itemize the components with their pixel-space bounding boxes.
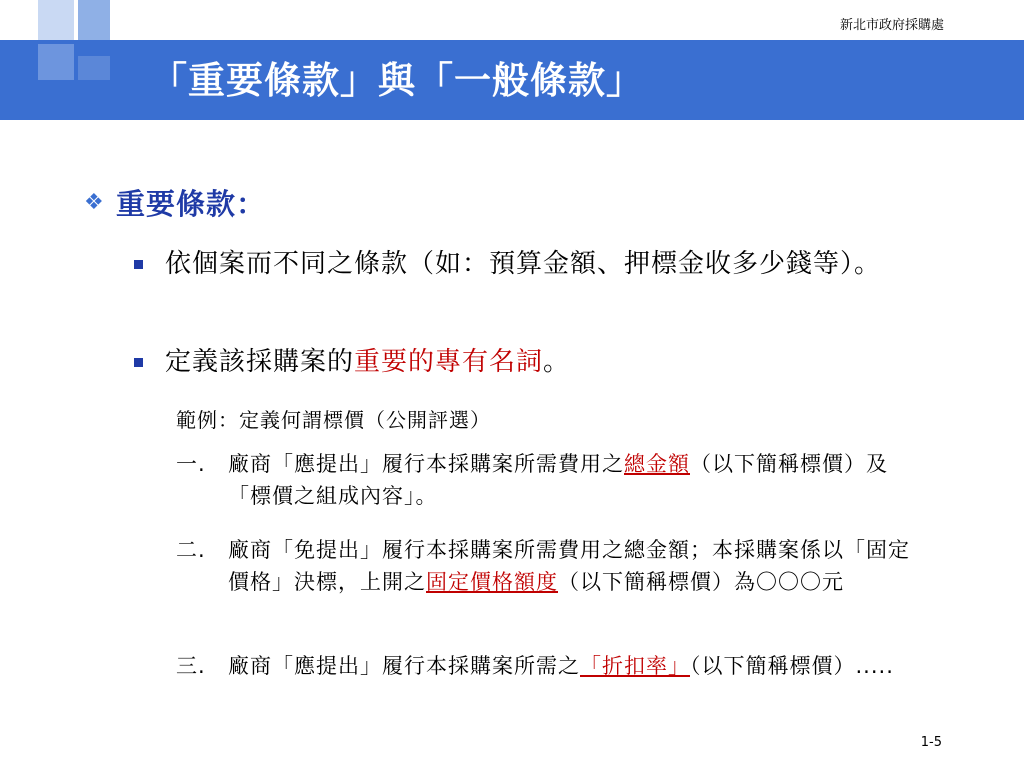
organization-name: 新北市政府採購處 — [839, 18, 944, 33]
item-text-post: （以下簡稱標價）及「標價之組成內容」。 — [228, 452, 888, 508]
square-bullet-icon — [134, 260, 143, 269]
list-item — [176, 534, 918, 598]
slide-title: 「重要條款」與「一般條款」 — [150, 59, 644, 102]
bullet-text-pre: 定義該採購案的 — [165, 347, 355, 377]
item-highlight: 「折扣率」 — [580, 654, 690, 678]
item-body — [228, 534, 918, 598]
bullet-text-post: 。 — [543, 347, 571, 377]
item-text-post: （以下簡稱標價）..... — [690, 654, 894, 678]
section-heading-text: 重要條款： — [116, 187, 267, 221]
page-number: 1-5 — [920, 735, 942, 750]
decor-square — [38, 44, 74, 80]
item-number: 三. — [176, 654, 206, 678]
bullet-item — [134, 246, 925, 282]
example-label: 範例：定義何謂標價（公開評選） — [176, 408, 491, 432]
item-highlight: 總金額 — [624, 452, 690, 476]
item-text-pre: 廠商「應提出」履行本採購案所需之 — [228, 654, 580, 678]
decor-square — [38, 0, 74, 40]
item-body — [228, 448, 918, 512]
decor-square — [78, 56, 110, 80]
item-number: 二. — [176, 538, 206, 562]
item-body — [228, 650, 918, 682]
item-text-post: （以下簡稱標價）為〇〇〇元 — [558, 570, 844, 594]
bullet-highlight: 重要的專有名詞 — [354, 347, 544, 377]
bullet-item — [134, 344, 925, 380]
bullet-text — [165, 344, 925, 380]
list-item — [176, 448, 918, 512]
diamond-cluster-icon: ❖ — [84, 190, 104, 215]
item-number: 一. — [176, 452, 206, 476]
square-bullet-icon — [134, 358, 143, 367]
section-heading — [84, 182, 266, 223]
item-highlight: 固定價格額度 — [426, 570, 558, 594]
bullet-text: 依個案而不同之條款（如：預算金額、押標金收多少錢等）。 — [165, 249, 882, 279]
list-item — [176, 650, 918, 682]
item-text-pre: 廠商「應提出」履行本採購案所需費用之 — [228, 452, 624, 476]
item-text-pre: 廠商「免提出」履行本採購案所需費用之總金額；本採購案係以「固定價格」決標，上開之 — [228, 538, 910, 594]
